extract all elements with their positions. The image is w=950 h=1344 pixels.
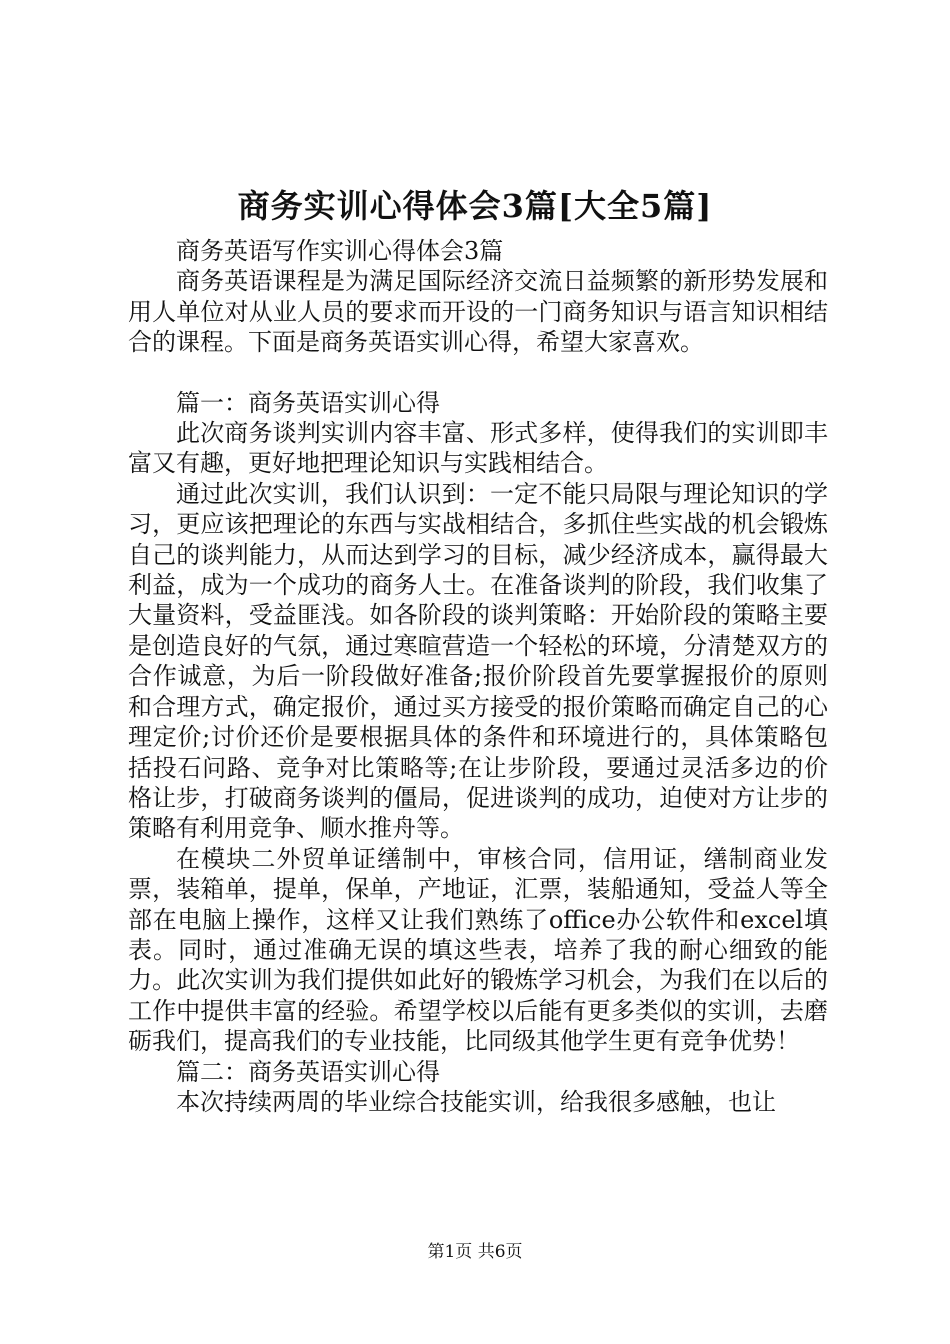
- paragraph: 通过此次实训，我们认识到：一定不能只局限与理论知识的学习，更应该把理论的东西与实战相结合，多抓住些实战的机会锻炼自己的谈判能力，从而达到学习的目标，减少经济成本，赢得最大利益，成为一个成功的商务人士。在准备谈判的阶段，我们收集了大量资料，受益匪浅。如各阶段的谈判策略：开始阶段的策略主要是创造良好的气氛，通过寒暄营造一个轻松的环境，分清楚双方的合作诚意，为后一阶段做好准备;报价阶段首先要掌握报价的原则和合理方式，确定报价，通过买方接受的报价策略而确定自己的心理定价;讨价还价是要根据具体的条件和环境进行的，具体策略包括投石问路、竞争对比策略等;在让步阶段，要通过灵活多边的价格让步，打破商务谈判的僵局，促进谈判的成功，迫使对方让步的策略有利用竞争、顺水推舟等。: [128, 479, 828, 843]
- document-body: [128, 236, 828, 1117]
- section-heading-2: 篇二：商务英语实训心得: [176, 1057, 440, 1086]
- paragraph-intro: 商务英语课程是为满足国际经济交流日益频繁的新形势发展和用人单位对从业人员的要求而开设的一门商务知识与语言知识相结合的课程。下面是商务英语实训心得，希望大家喜欢。: [128, 267, 828, 357]
- paragraph-subtitle: 商务英语写作实训心得体会3篇: [176, 237, 504, 265]
- page-footer: 第1页 共6页: [427, 1242, 523, 1262]
- paragraph: 本次持续两周的毕业综合技能实训，给我很多感触，也让: [176, 1087, 776, 1116]
- section-heading-1: 篇一：商务英语实训心得: [176, 388, 440, 417]
- paragraph: 此次商务谈判实训内容丰富、形式多样，使得我们的实训即丰富又有趣，更好地把理论知识与实践相结合。: [128, 419, 828, 478]
- paragraph: 在模块二外贸单证缮制中，审核合同，信用证，缮制商业发票，装箱单，提单，保单，产地证，汇票，装船通知，受益人等全部在电脑上操作，这样又让我们熟练了office办公软件和excel填表。同时，通过准确无误的填这些表，培养了我的耐心细致的能力。此次实训为我们提供如此好的锻炼学习机会，为我们在以后的工作中提供丰富的经验。希望学校以后能有更多类似的实训，去磨砺我们，提高我们的专业技能，比同级其他学生更有竞争优势！: [128, 844, 828, 1056]
- document-title: 商务实训心得体会3篇[大全5篇]: [237, 187, 713, 225]
